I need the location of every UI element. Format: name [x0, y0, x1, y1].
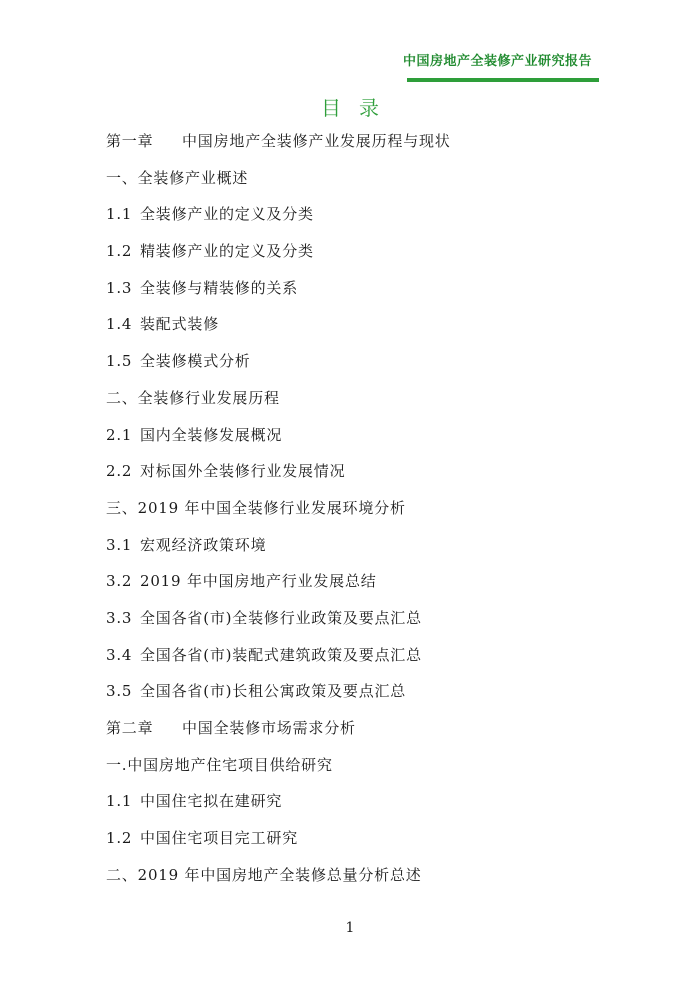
- toc-entry-text: 对标国外全装修行业发展情况: [140, 462, 346, 481]
- toc-entry-number: 二、: [106, 865, 138, 884]
- toc-entry-number: 1.1: [106, 792, 133, 811]
- header-divider: [407, 78, 599, 82]
- toc-entry-number: 1.2: [106, 242, 133, 261]
- toc-entry-section[interactable]: [106, 497, 606, 534]
- toc-entry-text: 2019 年中国房地产行业发展总结: [140, 572, 377, 591]
- toc-entry-number: 1.2: [106, 829, 133, 848]
- toc-entry-sub[interactable]: [106, 534, 606, 571]
- toc-entry-text: 中国全装修市场需求分析: [182, 719, 356, 737]
- page-number: 1: [345, 920, 355, 936]
- toc-entry-number: 2.2: [106, 462, 133, 481]
- toc-entry-text: 全装修模式分析: [140, 352, 251, 371]
- toc-entry-text: 全国各省(市)装配式建筑政策及要点汇总: [140, 645, 422, 664]
- table-of-contents: [106, 130, 606, 900]
- toc-entry-text: 全国各省(市)全装修行业政策及要点汇总: [140, 608, 422, 627]
- toc-title: 目录: [321, 96, 397, 120]
- toc-entry-sub[interactable]: [106, 607, 606, 644]
- toc-entry-number: 1.4: [106, 315, 133, 334]
- toc-entry-sub[interactable]: [106, 570, 606, 607]
- toc-entry-number: 1.5: [106, 352, 133, 371]
- toc-entry-sub[interactable]: [106, 680, 606, 717]
- toc-entry-sub[interactable]: [106, 644, 606, 681]
- toc-entry-number: 第一章: [106, 132, 154, 150]
- toc-entry-text: 2019 年中国房地产全装修总量分析总述: [137, 865, 422, 884]
- toc-entry-text: 中国住宅项目完工研究: [140, 829, 299, 848]
- toc-entry-section[interactable]: [106, 864, 606, 901]
- toc-entry-number: 1.1: [106, 205, 133, 224]
- toc-entry-text: 国内全装修发展概况: [140, 425, 283, 444]
- toc-entry-sub[interactable]: [106, 350, 606, 387]
- toc-entry-number: 1.3: [106, 278, 133, 297]
- toc-entry-text: 全装修产业的定义及分类: [140, 205, 314, 224]
- toc-entry-text: 装配式装修: [140, 315, 220, 334]
- toc-entry-chapter[interactable]: [106, 717, 606, 754]
- toc-entry-text: 中国住宅拟在建研究: [140, 792, 283, 811]
- toc-entry-sub[interactable]: [106, 313, 606, 350]
- toc-entry-text: 全装修产业概述: [137, 168, 249, 187]
- toc-entry-text: 2019 年中国全装修行业发展环境分析: [137, 498, 406, 517]
- toc-entry-number: 一.: [106, 755, 128, 774]
- toc-entry-section[interactable]: [106, 167, 606, 204]
- toc-entry-number: 3.3: [106, 608, 133, 627]
- toc-entry-text: 精装修产业的定义及分类: [140, 242, 314, 261]
- toc-entry-sub[interactable]: [106, 460, 606, 497]
- toc-entry-number: 2.1: [106, 425, 133, 444]
- toc-entry-number: 第二章: [106, 719, 154, 737]
- toc-entry-text: 中国房地产住宅项目供给研究: [127, 755, 333, 774]
- toc-entry-sub[interactable]: [106, 203, 606, 240]
- toc-entry-text: 全国各省(市)长租公寓政策及要点汇总: [140, 682, 407, 701]
- header-title: 中国房地产全装修产业研究报告: [402, 54, 592, 69]
- toc-entry-number: 二、: [106, 388, 138, 407]
- toc-entry-sub[interactable]: [106, 790, 606, 827]
- toc-entry-chapter[interactable]: [106, 130, 606, 167]
- toc-entry-number: 3.2: [106, 572, 133, 591]
- toc-entry-number: 3.4: [106, 645, 133, 664]
- toc-entry-sub[interactable]: [106, 240, 606, 277]
- toc-entry-text: 宏观经济政策环境: [140, 535, 267, 554]
- toc-entry-text: 全装修行业发展历程: [137, 388, 280, 407]
- toc-entry-section[interactable]: [106, 754, 606, 791]
- toc-entry-section[interactable]: [106, 387, 606, 424]
- toc-entry-sub[interactable]: [106, 424, 606, 461]
- toc-entry-number: 一、: [106, 168, 138, 187]
- toc-entry-sub[interactable]: [106, 827, 606, 864]
- toc-entry-number: 3.1: [106, 535, 133, 554]
- toc-entry-text: 全装修与精装修的关系: [140, 278, 299, 297]
- toc-entry-text: 中国房地产全装修产业发展历程与现状: [182, 132, 451, 150]
- toc-entry-number: 3.5: [106, 682, 133, 701]
- toc-entry-number: 三、: [106, 498, 138, 517]
- toc-entry-sub[interactable]: [106, 277, 606, 314]
